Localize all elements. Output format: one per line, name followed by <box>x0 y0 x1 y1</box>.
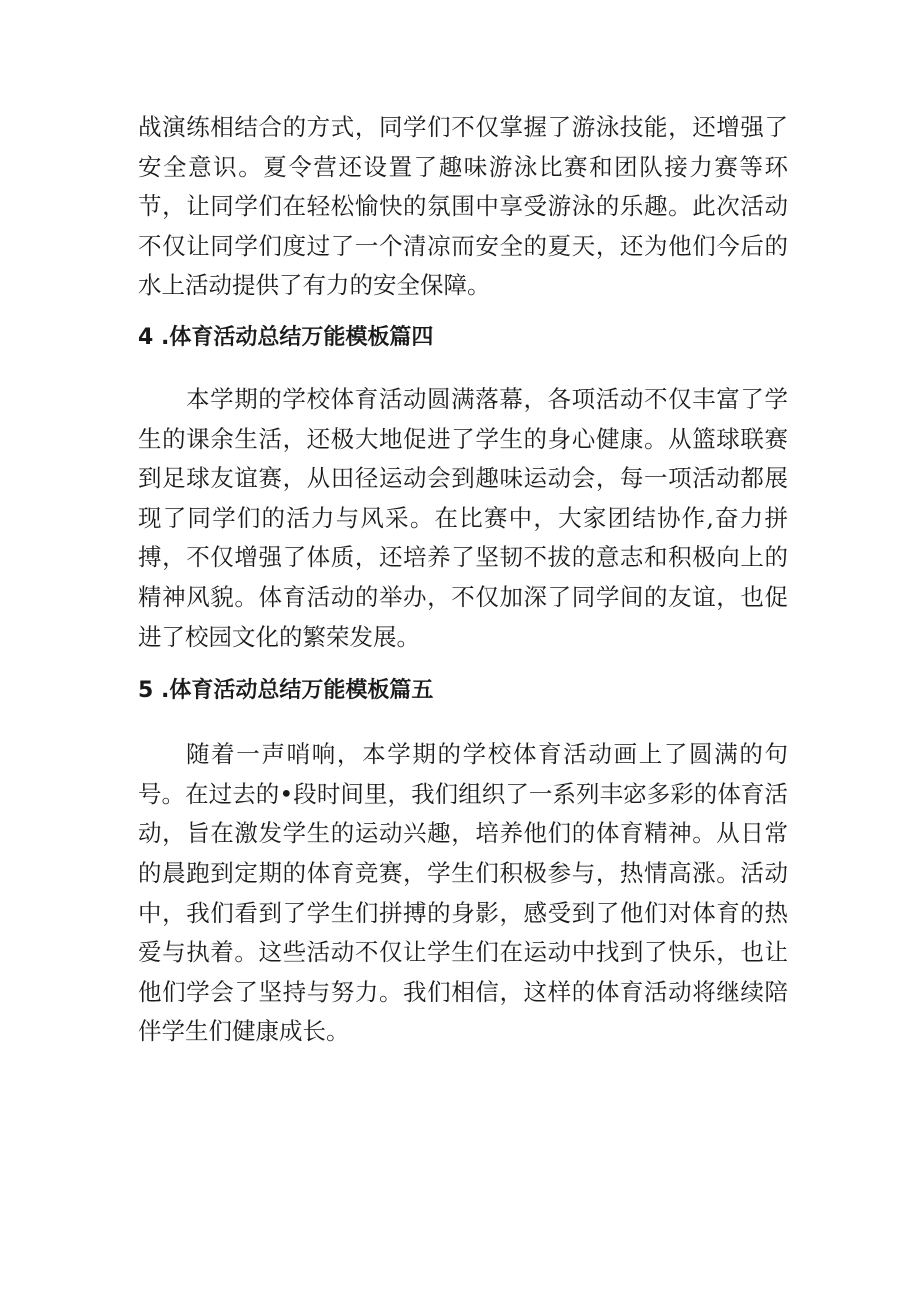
section-heading-five: 5 .体育活动总结万能模板篇五 <box>138 678 434 704</box>
paragraph-continued: 战演练相结合的方式，同学们不仅掌握了游泳技能，还增强了安全意识。夏令营还设置了趣味游泳比赛和团队接力赛等环节，让同学们在轻松愉快的氛围中享受游泳的乐趣。此次活动不仅让同学们度过了一个清凉而安全的夏天，还为他们今后的水上活动提供了有力的安全保障。 <box>138 113 788 300</box>
document-body <box>138 108 788 1052</box>
paragraph-section-four: 本学期的学校体育活动圆满落幕，各项活动不仅丰富了学生的课余生活，还极大地促进了学生的身心健康。从篮球联赛到足球友谊赛，从田径运动会到趣味运动会，每一项活动都展现了同学们的活力与风采。在比赛中，大家团结协作,奋力拼搏，不仅增强了体质，还培养了坚韧不拔的意志和积极向上的精神风貌。体育活动的举办，不仅加深了同学间的友谊，也促进了校园文化的繁荣发展。 <box>138 384 788 651</box>
section-heading-four: 4 .体育活动总结万能模板篇四 <box>138 324 434 350</box>
paragraph-section-five: 随着一声哨响，本学期的学校体育活动画上了圆满的句号。在过去的•段时间里，我们组织了一系列丰宓多彩的体育活动，旨在激发学生的运动兴趣，培养他们的体育精神。从日常的晨跑到定期的体育竞赛，学生们积极参与，热情高涨。活动中，我们看到了学生们拼搏的身影，感受到了他们对体育的热爱与执着。这些活动不仅让学生们在运动中找到了快乐，也让他们学会了坚持与努力。我们相信，这样的体育活动将继续陪伴学生们健康成长。 <box>138 740 788 1046</box>
